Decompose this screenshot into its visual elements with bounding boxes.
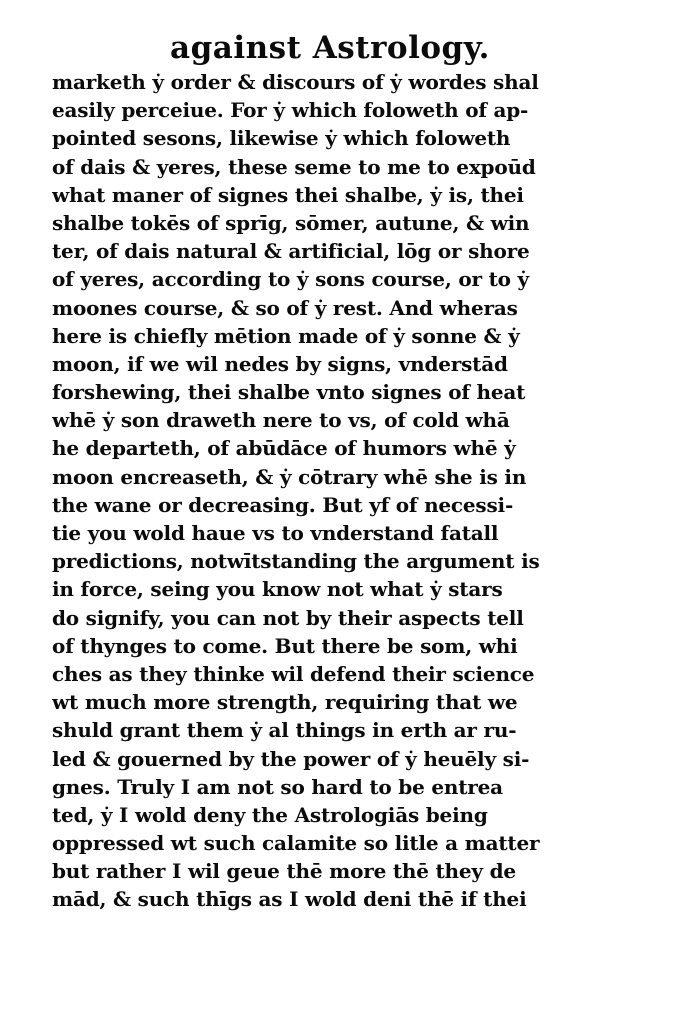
text-line: shalbe tokēs of sprīg, sōmer, autune, & win [52,210,530,235]
text-line: do signify, you can not by their aspects tell [52,605,524,630]
text-line: whē ẏ son draweth nere to vs, of cold whā [52,408,510,433]
text-line: of thynges to come. But there be som, whi [52,633,518,658]
text-line: easily perceiue. For ẏ which foloweth of ap- [52,98,529,123]
text-line: here is chiefly mētion made of ẏ sonne & ẏ [52,323,520,348]
text-line: the wane or decreasing. But yf of necessi- [52,492,514,517]
running-head: against Astrology. [170,30,490,66]
text-line: marketh ẏ order & discours of ẏ wordes shal [52,70,539,94]
text-line: ter, of dais natural & artificial, lōg or shore [52,239,530,264]
text-line: oppressed wt such calamite so litle a matter [52,831,540,856]
text-line: ted, ẏ I wold deny the Astrologiās being [52,802,488,827]
text-line: of yeres, according to ẏ sons course, or to ẏ [52,267,529,292]
text-line: predictions, notwītstanding the argument is [52,549,540,574]
text-line: mād, & such thīgs as I wold deni thē if thei [52,887,527,912]
text-line: led & gouerned by the power of ẏ heuēly si- [52,746,530,771]
text-line: pointed sesons, likewise ẏ which foloweth [52,126,511,151]
text-line: moon encreaseth, & ẏ cōtrary whē she is in [52,464,527,489]
text-line: tie you wold haue vs to vnderstand fatall [52,521,499,545]
text-line: ches as they thinke wil defend their science [52,661,535,686]
text-line: he departeth, of abūdāce of humors whē ẏ [52,436,516,461]
text-line: forshewing, thei shalbe vnto signes of heat [52,380,526,405]
text-line: of dais & yeres, these seme to me to expoūd [52,154,536,179]
text-line: shuld grant them ẏ al things in erth ar ru- [52,718,517,743]
body-text [52,68,540,914]
text-line: what maner of signes thei shalbe, ẏ is, thei [52,182,524,207]
text-line: moon, if we wil nedes by signs, vnderstād [52,351,508,376]
text-line: gnes. Truly I am not so hard to be entrea [52,774,503,799]
text-line: wt much more strength, requiring that we [52,690,518,715]
text-line: but rather I wil geue thē more thē they de [52,859,516,884]
text-line: in force, seing you know not what ẏ stars [52,577,503,602]
text-line: moones course, & so of ẏ rest. And wheras [52,295,518,320]
